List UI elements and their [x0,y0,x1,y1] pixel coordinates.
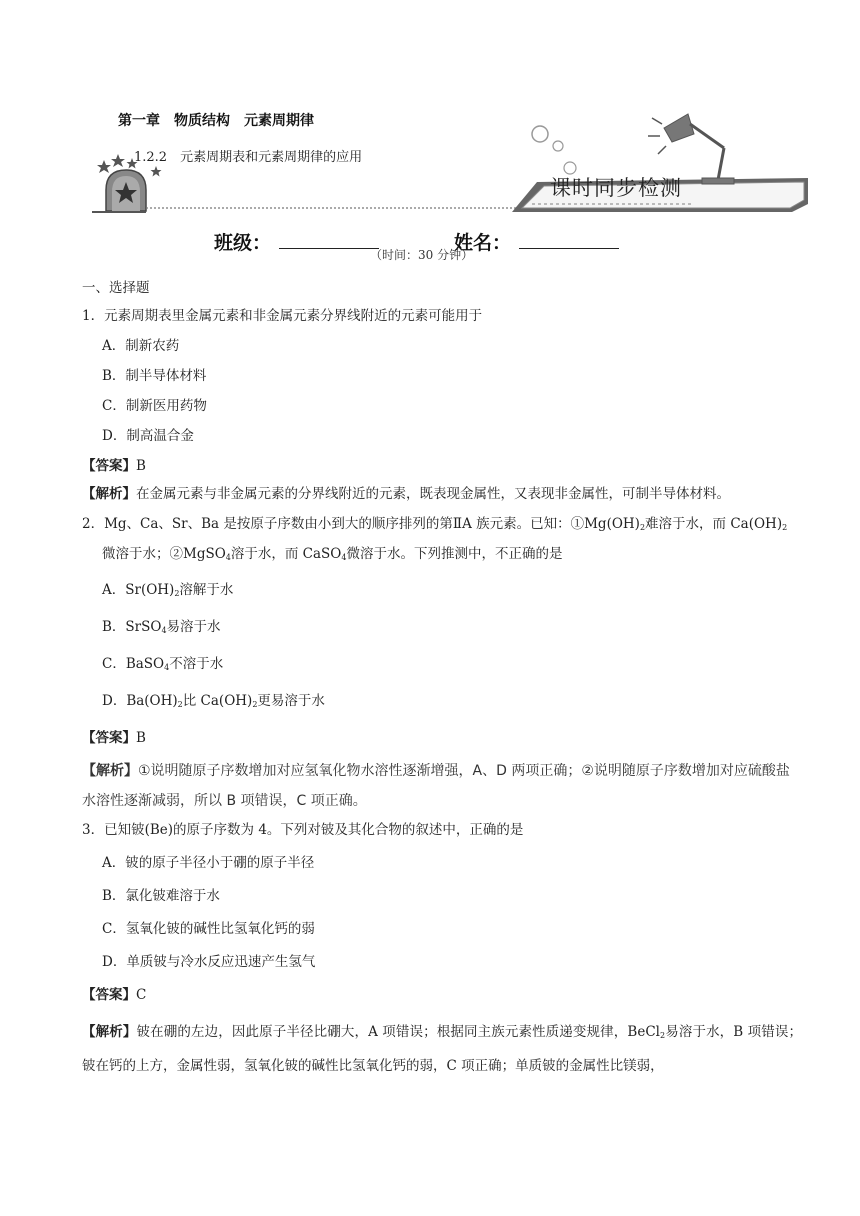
option-d: D．制高温合金 [102,428,194,444]
stem-part: 微溶于水；②MgSO [102,546,226,562]
answer [82,456,802,476]
question-stem: 1．元素周期表里金属元素和非金属元素分界线附近的元素可能用于 [82,308,483,324]
explanation-text: 铍在硼的左边，因此原子半径比硼大，A 项错误；根据同主族元素性质递变规律，BeCl [136,1024,660,1040]
explanation-tag: 【解析】 [82,763,138,779]
answer-value: B [136,458,146,474]
explanation-text: ①说明随原子序数增加对应氢氧化物水溶性逐渐增强，A、D 两项正确；②说明随原子序数增加对应硫酸盐水溶性逐渐减弱，所以 B 项错误，C 项正确。 [82,763,790,809]
subscript: 4 [341,553,347,562]
explanation [82,756,802,816]
option-text: B．SrSO [102,619,162,635]
subscript: 4 [225,553,231,562]
subscript: 2 [252,700,258,709]
option-a: A．制新农药 [102,338,180,354]
option-text: 溶解于水 [179,582,234,598]
subscript: 2 [659,1031,666,1040]
answer-tag: 【答案】 [82,987,136,1003]
option-b: B．制半导体材料 [102,368,207,384]
class-field [214,228,379,255]
explanation-tag: 【解析】 [82,1024,137,1040]
name-blank [519,232,619,249]
option-text: 易溶于水 [166,619,221,635]
option-text: 不溶于水 [169,656,224,672]
subscript: 2 [639,523,646,532]
name-label: 姓名： [454,232,512,254]
option-b: B．氯化铍难溶于水 [102,888,220,904]
option-d: D．单质铍与冷水反应迅速产生氢气 [102,954,316,970]
option-a: A．铍的原子半径小于硼的原子半径 [102,855,315,871]
option-b [82,617,802,641]
question-3 [82,820,802,1081]
explanation [82,1017,802,1081]
option-c: C．氢氧化铍的碱性比氢氧化钙的弱 [102,921,315,937]
stem-part: 难溶于水，而 Ca(OH) [645,516,783,532]
subscript: 2 [782,523,788,532]
answer-value: B [136,730,146,746]
question-1 [82,306,802,504]
question-2 [82,514,802,816]
explanation-text: 易溶于水，B 项错误；铍在钙的上方，金属性弱，氢氧化铍的碱性比氢氧化钙的弱，C 项正确；单质铍的金属性比镁弱， [82,1024,803,1074]
explanation-text: 在金属元素与非金属元素的分界线附近的元素，既表现金属性，又表现非金属性，可制半导体材料。 [136,486,730,502]
question-content [82,278,802,1089]
stem-part: 溶于水，而 CaSO [230,546,342,562]
option-text: A．Sr(OH) [102,582,175,598]
class-blank [279,232,379,249]
question-stem-cont [82,544,802,568]
option-text: 比 Ca(OH) [182,693,253,709]
chapter-title: 第一章 物质结构 元素周期律 [118,113,314,129]
section-title: 1.2.2 元素周期表和元素周期律的应用 [134,150,363,165]
option-text: D．Ba(OH) [102,693,178,709]
answer [82,985,802,1005]
option-d [82,691,802,715]
option-text: 更易溶于水 [257,693,325,709]
banner-title: 课时同步检测 [550,176,682,200]
explanation [82,484,802,504]
explanation-tag: 【解析】 [82,486,136,502]
answer-value: C [136,987,147,1003]
answer-tag: 【答案】 [82,458,136,474]
question-stem [82,514,802,538]
option-c [82,654,802,678]
stem-part: 2．Mg、Ca、Sr、Ba 是按原子序数由小到大的顺序排列的第ⅡA 族元素。已知：①Mg(OH) [82,516,640,532]
subscript: 2 [177,700,183,709]
question-stem: 3．已知铍(Be)的原子序数为 4。下列对铍及其化合物的叙述中，正确的是 [82,822,524,838]
subscript: 2 [174,589,180,598]
time-note: （时间：30 分钟） [370,248,474,262]
name-field [454,228,619,255]
subscript: 4 [164,663,170,672]
subscript: 4 [161,626,167,635]
answer [82,728,802,748]
option-a [82,580,802,604]
option-text: C．BaSO [102,656,165,672]
answer-tag: 【答案】 [82,730,136,746]
banner-graphic [92,108,812,218]
section-heading: 一、选择题 [82,280,150,296]
option-c: C．制新医用药物 [102,398,207,414]
class-label: 班级： [214,232,272,254]
stem-part: 微溶于水。下列推测中，不正确的是 [346,546,563,562]
